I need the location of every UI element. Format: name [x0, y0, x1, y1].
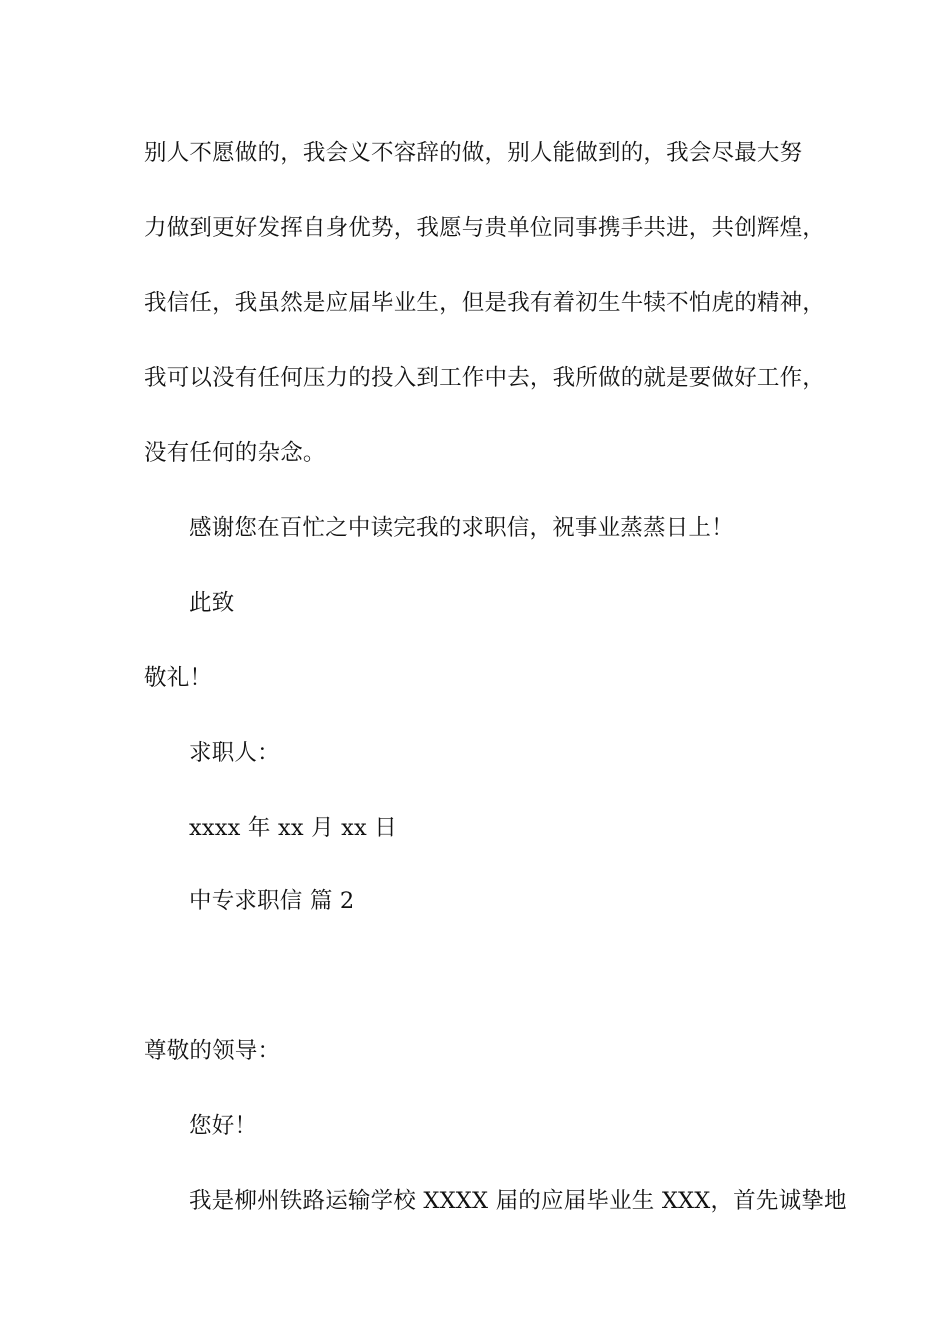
body-paragraph-line: 别人不愿做的，我会义不容辞的做，别人能做到的，我会尽最大努	[144, 140, 803, 166]
body-paragraph-line: 力做到更好发挥自身优势，我愿与贵单位同事携手共进，共创辉煌，	[144, 215, 826, 241]
section-heading: 中专求职信 篇 2	[189, 888, 355, 914]
signature-applicant: 求职人：	[189, 740, 280, 766]
body-paragraph-line: 我信任，我虽然是应届毕业生，但是我有着初生牛犊不怕虎的精神，	[144, 290, 826, 316]
salutation-regards: 敬礼！	[144, 665, 213, 691]
body-paragraph-line: 我可以没有任何压力的投入到工作中去，我所做的就是要做好工作，	[144, 365, 826, 391]
letter-hello: 您好！	[189, 1113, 258, 1139]
salutation-close: 此致	[189, 590, 235, 616]
letter-greeting: 尊敬的领导：	[144, 1038, 281, 1064]
closing-thanks-line: 感谢您在百忙之中读完我的求职信，祝事业蒸蒸日上！	[189, 515, 734, 541]
signature-date: xxxx 年 xx 月 xx 日	[189, 815, 397, 841]
body-paragraph-line: 我是柳州铁路运输学校 XXXX 届的应届毕业生 XXX，首先诚挚地	[189, 1188, 847, 1214]
body-paragraph-line: 没有任何的杂念。	[144, 440, 326, 466]
